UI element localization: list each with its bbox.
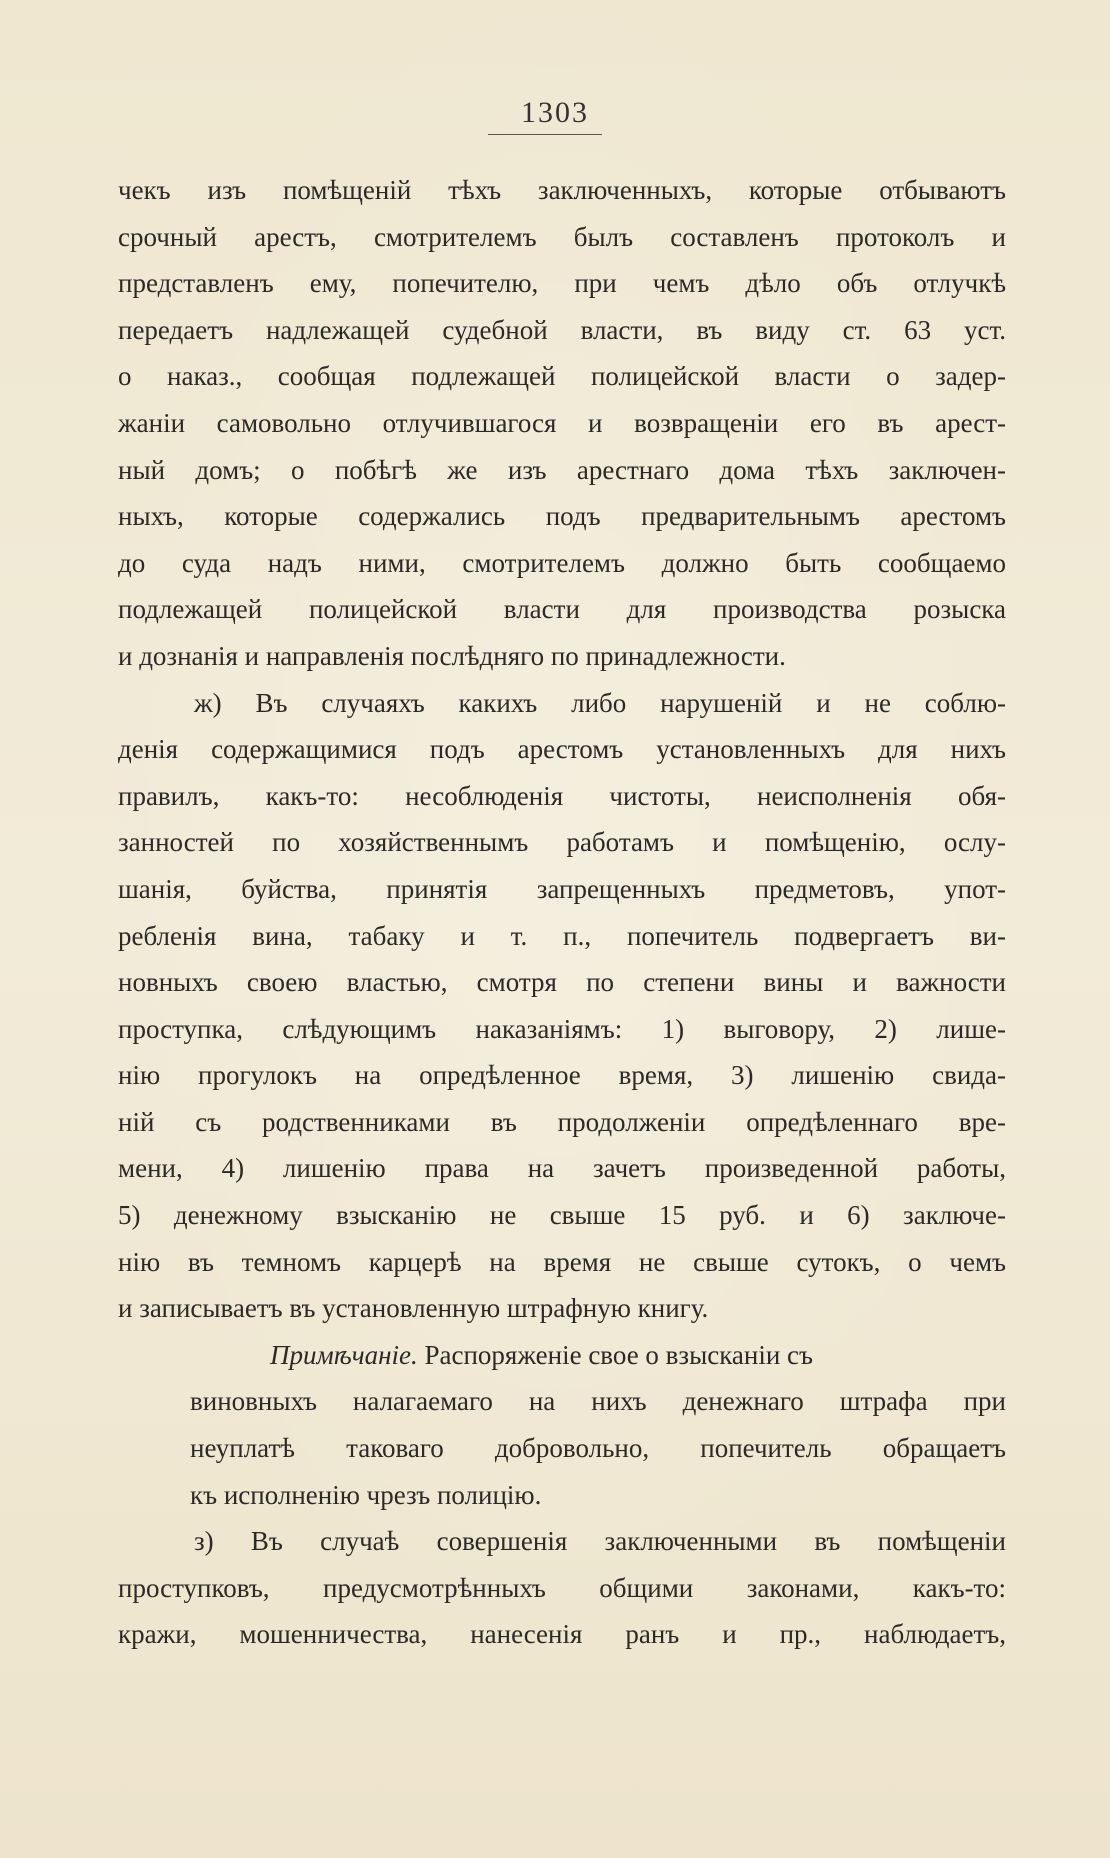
text-line [118, 913, 1006, 960]
line-text: мени, 4) лишенію права на зачетъ произведенной работы, [118, 1153, 1006, 1184]
line-text: нію прогулокъ на опредѣленное время, 3) лишенію свида- [118, 1060, 1006, 1091]
line-text: неуплатѣ таковаго добровольно, попечитель обращаетъ [190, 1433, 1006, 1464]
line-text: Распоряженіе свое о взысканіи съ [417, 1339, 814, 1370]
text-line [118, 1378, 1006, 1425]
text-line [118, 819, 1006, 866]
text-line [118, 1472, 1006, 1519]
text-line [118, 493, 1006, 540]
line-text: ж) Въ случаяхъ какихъ либо нарушеній и не соблю- [194, 687, 1006, 718]
line-text: срочный арестъ, смотрителемъ былъ составленъ протоколъ и [118, 221, 1006, 252]
line-text: з) Въ случаѣ совершенія заключенными въ помѣщеніи [194, 1526, 1006, 1557]
line-text: проступка, слѣдующимъ наказаніямъ: 1) выговору, 2) лише- [118, 1013, 1006, 1044]
text-line [118, 633, 1006, 680]
line-text: чекъ изъ помѣщеній тѣхъ заключенныхъ, которые отбываютъ [118, 175, 1006, 205]
text-line [118, 1285, 1006, 1332]
line-text: представленъ ему, попечителю, при чемъ дѣло объ отлучкѣ [118, 268, 1006, 299]
text-line [118, 447, 1006, 494]
text-line [118, 1565, 1006, 1612]
text-line [118, 1332, 1006, 1379]
text-line [118, 540, 1006, 587]
line-text: передаетъ надлежащей судебной власти, въ виду ст. 63 уст. [118, 314, 1006, 345]
text-line [118, 353, 1006, 400]
text-line [118, 1052, 1006, 1099]
line-text: и записываетъ въ установленную штрафную книгу. [118, 1293, 709, 1324]
line-text: 5) денежному взысканію не свыше 15 руб. и 6) заключе- [118, 1200, 1006, 1231]
text-line [118, 866, 1006, 913]
line-text: ребленія вина, табаку и т. п., попечитель подвергаетъ ви- [118, 920, 1006, 951]
line-text: подлежащей полицейской власти для производства розыска [118, 594, 1006, 625]
line-text: ный домъ; о побѣгѣ же изъ арестнаго дома тѣхъ заключен- [118, 454, 1006, 485]
line-text: новныхъ своею властью, смотря по степени вины и важности [118, 967, 1006, 998]
body-text [118, 167, 1006, 1658]
text-line [118, 400, 1006, 447]
line-text: ныхъ, которые содержались подъ предварительнымъ арестомъ [118, 501, 1006, 532]
text-line [118, 1239, 1006, 1286]
text-line [118, 1518, 1006, 1565]
line-text: кражи, мошенничества, нанесенія ранъ и пр., наблюдаетъ, [118, 1619, 1006, 1650]
line-text: нію въ темномъ карцерѣ на время не свыше сутокъ, о чемъ [118, 1246, 1006, 1277]
line-text: къ исполненію чрезъ полицію. [190, 1479, 542, 1510]
page-number-underline [488, 134, 602, 135]
text-line [118, 167, 1006, 214]
line-text: занностей по хозяйственнымъ работамъ и помѣщенію, ослу- [118, 827, 1006, 858]
text-line [118, 726, 1006, 773]
text-line [118, 680, 1006, 727]
text-line [118, 1611, 1006, 1658]
text-line [118, 773, 1006, 820]
line-text: жаніи самовольно отлучившагося и возвращеніи его въ арест- [118, 407, 1006, 438]
text-line [118, 959, 1006, 1006]
line-text: правилъ, какъ-то: несоблюденія чистоты, неисполненія обя- [118, 780, 1006, 811]
line-text: виновныхъ налагаемаго на нихъ денежнаго штрафа при [190, 1386, 1006, 1417]
line-text: денія содержащимися подъ арестомъ установленныхъ для нихъ [118, 734, 1006, 765]
line-text: о наказ., сообщая подлежащей полицейской власти о задер- [118, 361, 1006, 392]
text-line [118, 1006, 1006, 1053]
line-text: шанія, буйства, принятія запрещенныхъ предметовъ, упот- [118, 873, 1006, 904]
line-text: ній съ родственниками въ продолженіи опредѣленнаго вре- [118, 1106, 1006, 1137]
line-text: до суда надъ ними, смотрителемъ должно быть сообщаемо [118, 547, 1006, 578]
text-line [118, 1192, 1006, 1239]
text-line [118, 1145, 1006, 1192]
line-text: проступковъ, предусмотрѣнныхъ общими законами, какъ-то: [118, 1572, 1006, 1603]
text-line [118, 307, 1006, 354]
note-label: Примѣчаніе. [270, 1339, 418, 1370]
text-line [118, 586, 1006, 633]
line-text: и дознанія и направленія послѣдняго по принадлежности. [118, 640, 786, 671]
text-line [118, 214, 1006, 261]
text-line [118, 260, 1006, 307]
text-line [118, 1099, 1006, 1146]
text-line [118, 1425, 1006, 1472]
page-number: 1303 [521, 96, 589, 129]
